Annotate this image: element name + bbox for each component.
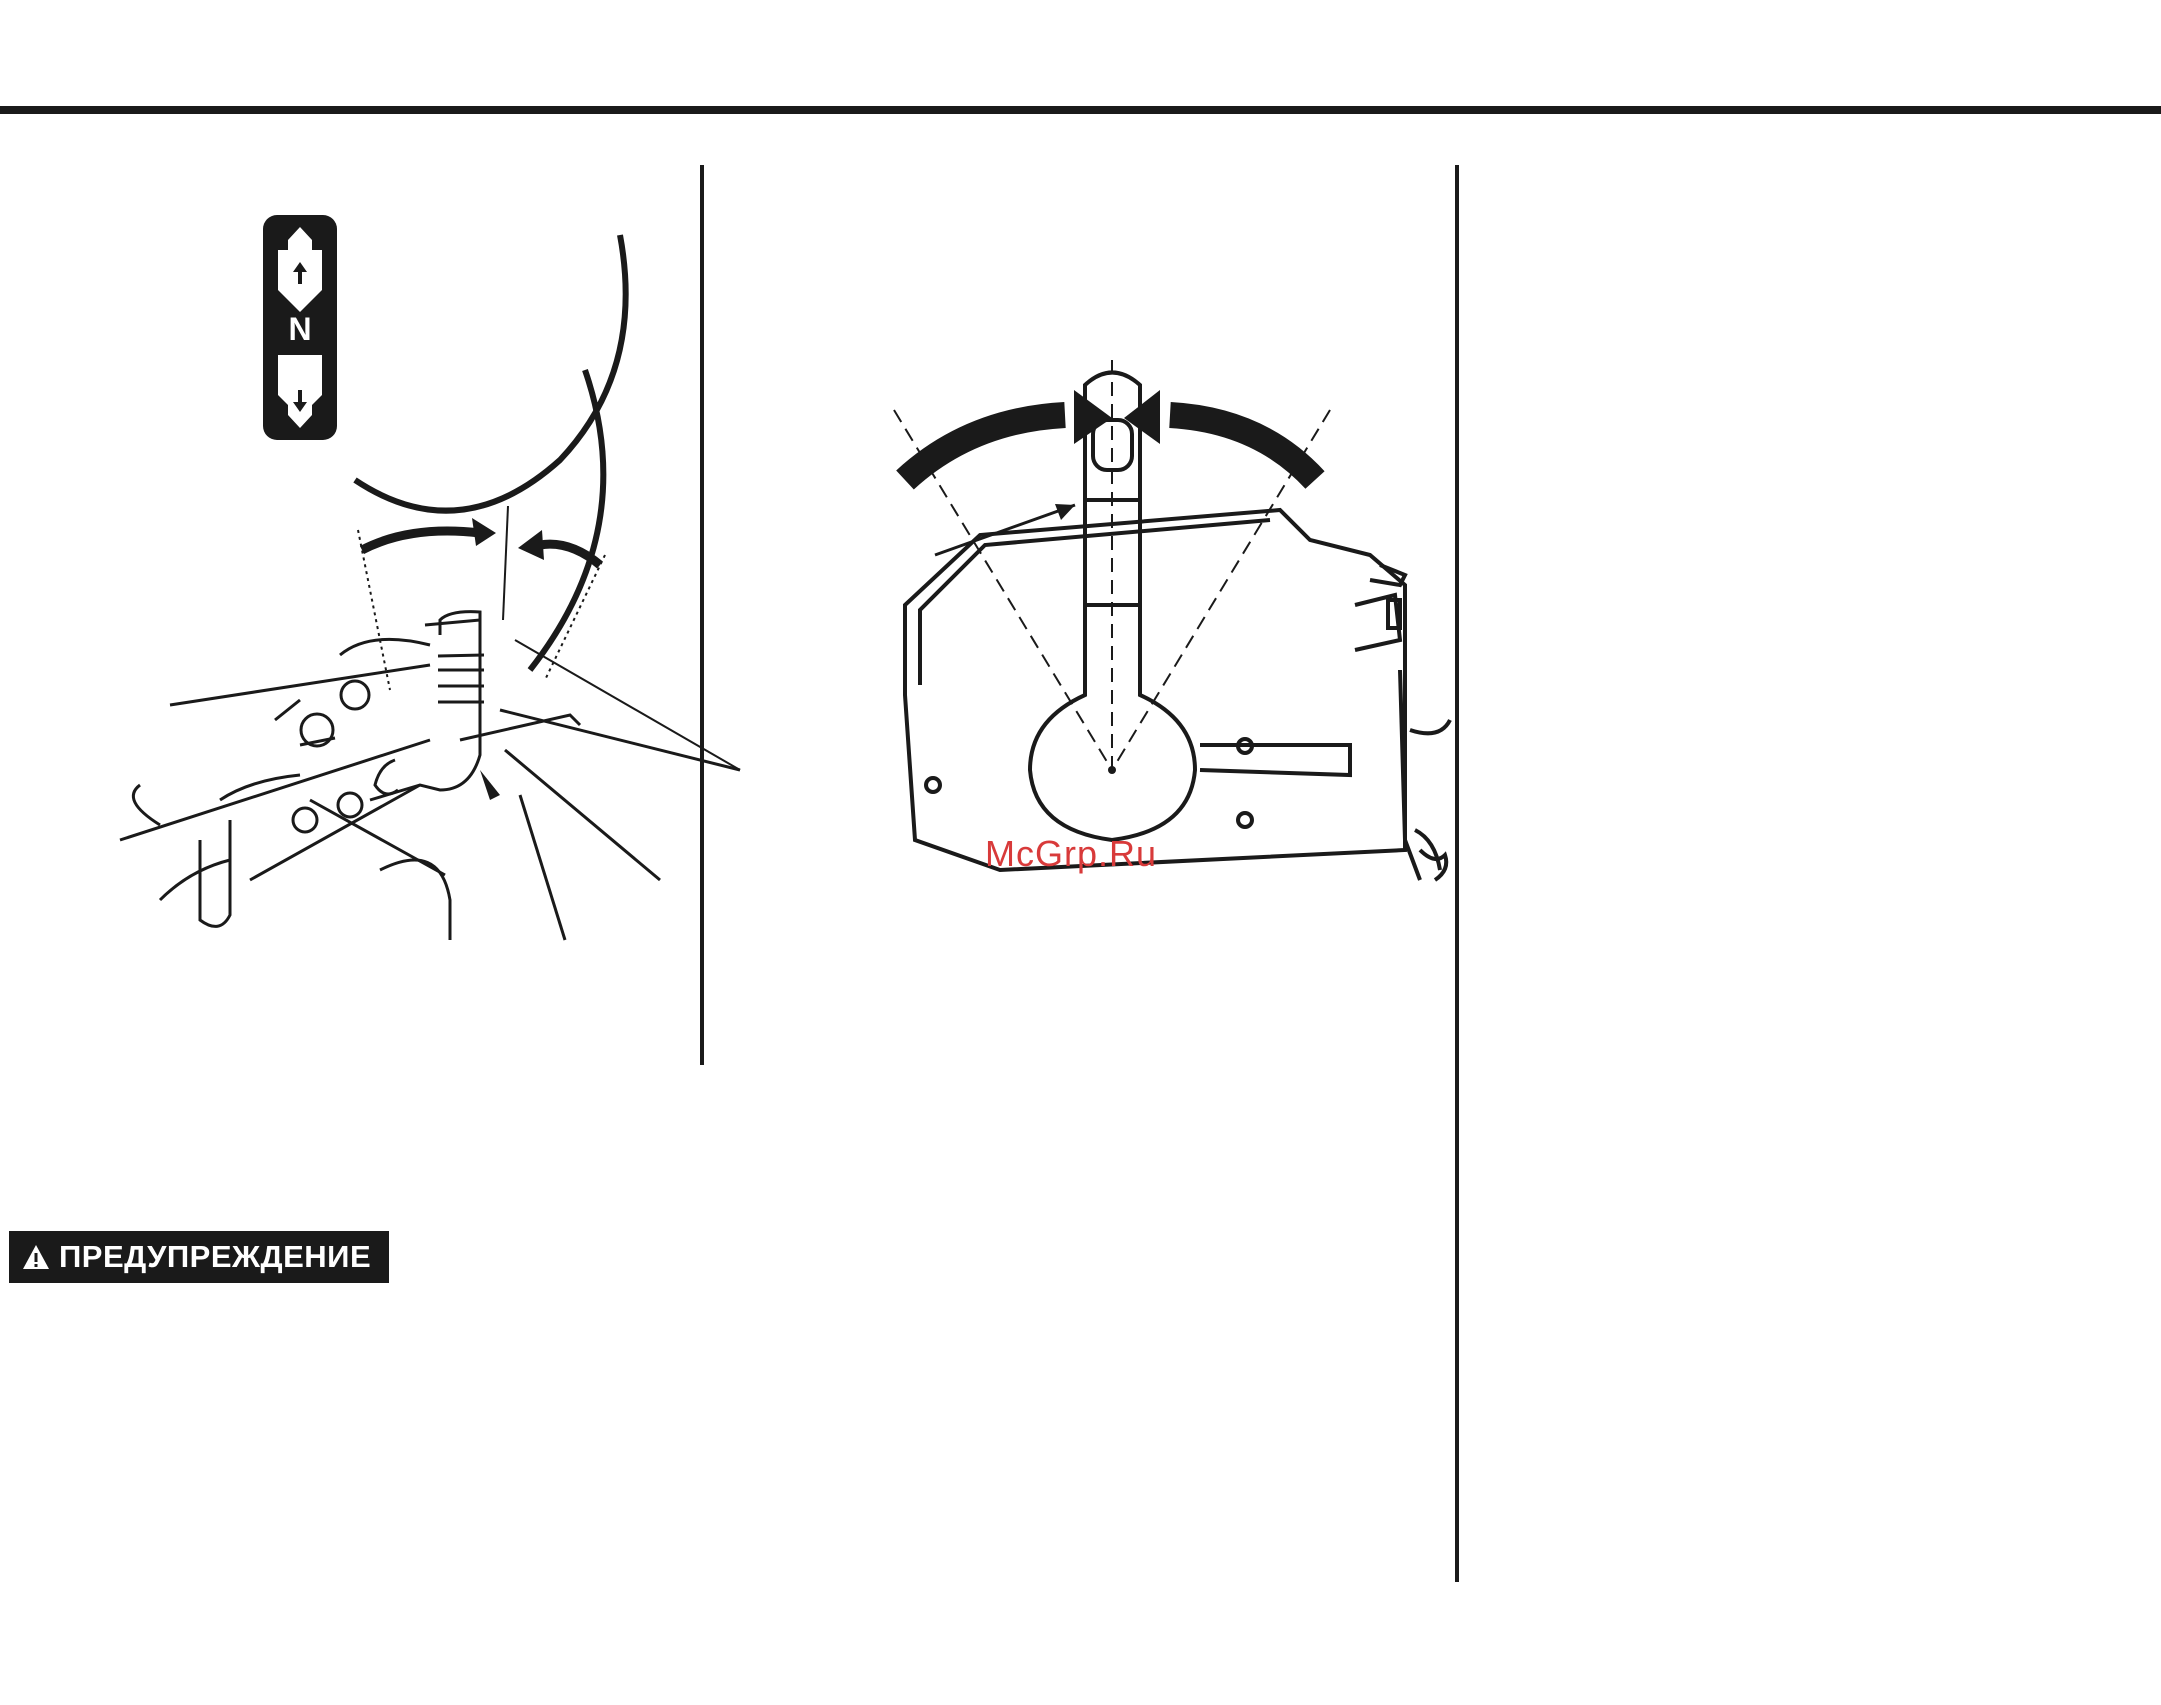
top-rule — [0, 106, 2161, 114]
warning-triangle-icon — [21, 1242, 51, 1272]
shift-position-badge — [263, 215, 337, 440]
callout-line — [520, 795, 565, 940]
shift-arrow-forward — [905, 415, 1065, 480]
warning-label-text: ПРЕДУПРЕЖДЕНИЕ — [59, 1239, 372, 1274]
shift-arrow-reverse — [1170, 415, 1315, 480]
watermark: McGrp.Ru — [985, 833, 1158, 874]
remote-control-illustration — [860, 340, 1460, 900]
shift-lever-illustration — [100, 200, 750, 970]
warning-label — [9, 1231, 389, 1283]
shift-arrow-forward — [362, 531, 480, 550]
neutral-letter: N — [288, 311, 312, 347]
